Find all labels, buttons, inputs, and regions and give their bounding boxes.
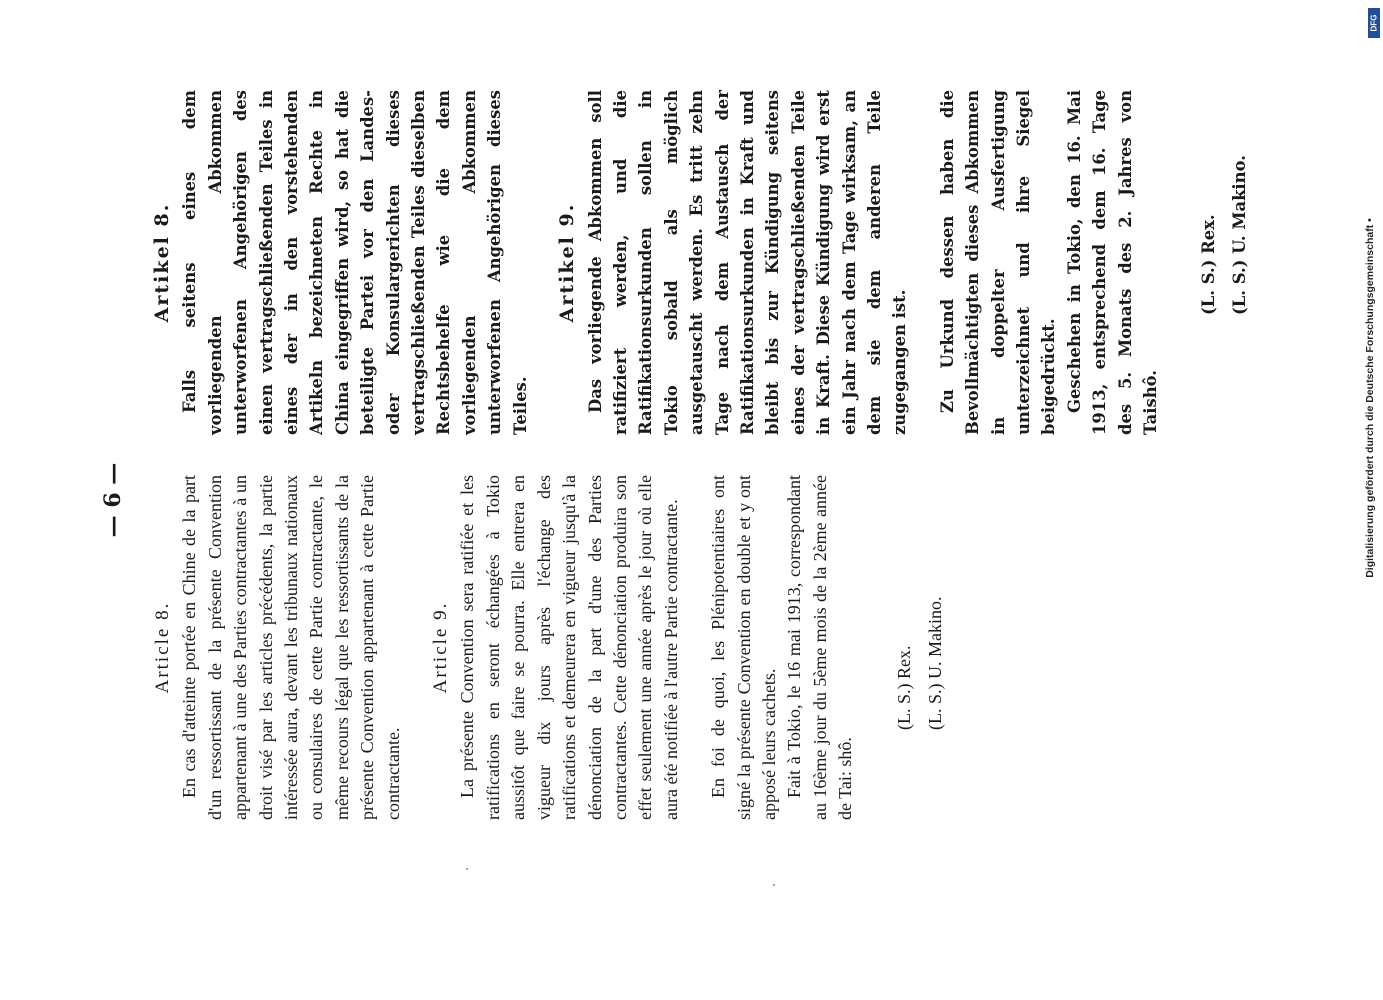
french-article-9-text: La présente Convention sera ratifiée et les ratifications en seront échangées à Tokio aussitôt que faire se pourra. Elle entrera en vigueur dix jours après l'échange des ratifications et demeurera en vigueur jusqu'à la dénonciation de la part d'une des Parties contractantes. Cette dénonciation produira son effet seulement une année après le jour où elle aura été notifiée à l'autre Partie contractante. <box>457 475 681 820</box>
german-signature-makino: (L. S.) U. Makino. <box>1230 155 1250 315</box>
german-article-8-heading: Artikel 8. <box>151 202 173 323</box>
french-signature-makino: (L. S.) U. Makino. <box>924 596 945 730</box>
german-signatures <box>1193 90 1255 315</box>
french-done-clause: Fait à Tokio, le 16 mai 1913, correspondant au 16ème jour du 5ème mois de la 2ème année de Tai: shô. <box>784 475 856 820</box>
german-witness-clause: Zu Urkund dessen haben die Bevollmächtigten dieses Abkommen in doppelter Ausfertigung unterzeichnet und ihre Siegel beigedrückt. <box>937 90 1059 435</box>
scan-speck <box>773 884 775 886</box>
french-article-9-heading: Article 9. <box>430 601 452 694</box>
german-column <box>150 90 1255 435</box>
german-done-clause: Geschehen in Tokio, den 16. Mai 1913, entsprechend dem 16. Tage des 5. Monats des 2. Jahres von Taishô. <box>1064 90 1161 435</box>
scan-speck <box>466 868 468 870</box>
french-article-8-heading: Article 8. <box>152 601 173 694</box>
german-article-9-text: Das vorliegende Abkommen soll ratifiziert werden, und die Ratifikationsurkunden sollen in Tokio sobald als möglich ausgetauscht werden. Es tritt zehn Tage nach dem Austausch der Ratifikationsurkunden in Kraft und bleibt bis zur Kündigung seitens eines der vertragschließenden Teile in Kraft. Diese Kündigung wird erst ein Jahr nach dem Tage wirksam, an dem sie dem anderen Teile zugegangen ist. <box>585 90 910 435</box>
digitization-credit <box>1363 8 1377 998</box>
french-article-8-text: En cas d'atteinte portée en Chine de la part d'un ressortissant de la présente Convention appartenant à une des Parties contractantes à un droit visé par les articles précédents, la partie intéressée aura, devant les tribunaux nationaux ou consulaires de cette Partie contractante, le même recours légal que les ressortissants de la présente Convention appartenant à cette Partie contractante. <box>179 475 403 820</box>
german-article-9-heading: Artikel 9. <box>556 202 579 323</box>
digitization-credit-text: Digitalisierung gefördert durch die Deutsche Forschungsgemeinschaft • <box>1364 218 1376 578</box>
page-number: — 6 — <box>100 462 126 538</box>
german-signature-rex: (L. S.) Rex. <box>1199 214 1219 315</box>
dfg-logo-text: DFG <box>1369 14 1379 32</box>
french-signatures <box>889 475 951 730</box>
french-column <box>150 475 951 820</box>
german-article-8-text: Falls seitens eines dem vorliegenden Abkommen unterworfenen Angehörigen des einen vertragschließenden Teiles in eines der in den vorstehenden Artikeln bezeichneten Rechte in China eingegriffen wird, so hat die beteiligte Partei vor den Landes- oder Konsulargerichten dieses vertragschließenden Teiles dieselben Rechtsbehelfe wie die dem vorliegenden Abkommen unterworfenen Angehörigen dieses Teiles. <box>180 90 530 435</box>
french-witness-clause: En foi de quoi, les Plénipotentiaires ont signé la présente Convention en double et y ont apposé leurs cachets. <box>708 475 779 820</box>
french-signature-rex: (L. S.) Rex. <box>893 645 914 730</box>
